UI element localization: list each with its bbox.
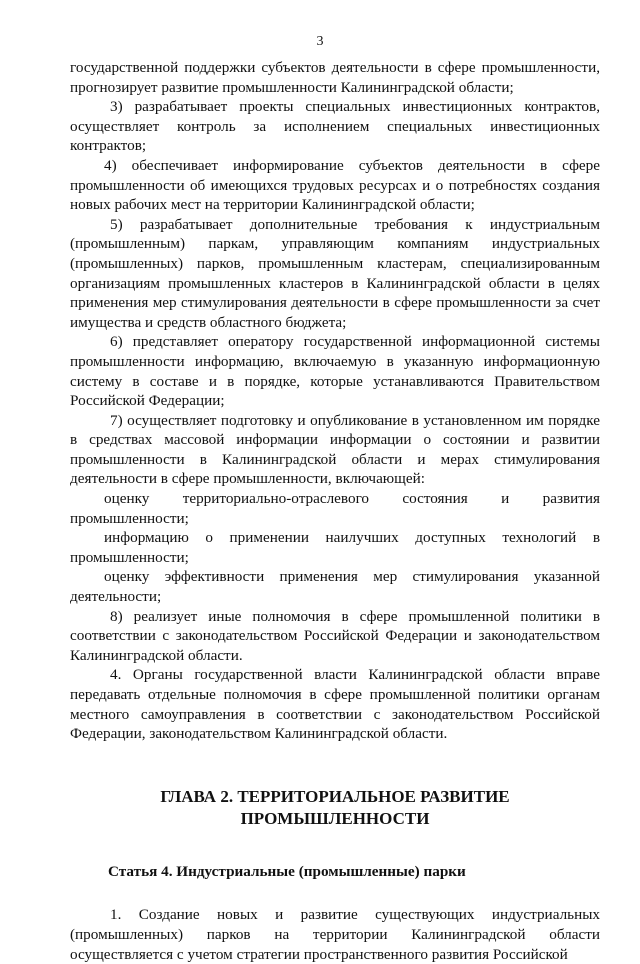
paragraph: 7) осуществляет подготовку и опубликование в установленном им порядке в средствах массовой информации информации о состоянии и развитии промышленности в Калининградской области и мерах стимулирования деятельности в сфере промышленности, включающей: — [70, 411, 600, 488]
chapter-heading-line-2: ПРОМЫШЛЕННОСТИ — [240, 808, 430, 828]
paragraph: государственной поддержки субъектов деятельности в сфере промышленности, прогнозирует развитие промышленности Калининградской области; — [70, 59, 600, 96]
paragraph: 4) обеспечивает информирование субъектов деятельности в сфере промышленности об имеющихся трудовых ресурсах и о потребностях создания новых рабочих мест на территории Калининградской области; — [70, 156, 600, 214]
paragraph: 1. Создание новых и развитие существующих индустриальных (промышленных) парков на территории Калининградской области осуществляется с учетом стратегии пространственного развития Российской — [70, 906, 600, 963]
page-number: 3 — [316, 34, 324, 49]
paragraph: 5) разрабатывает дополнительные требования к индустриальным (промышленным) паркам, управляющим компаниям индустриальных (промышленных) парков, промышленным кластерам, специализированным организациям промышленных кластеров в Калининградской области в целях применения мер стимулирования деятельности в сфере промышленности за счет имущества и средств областного бюджета; — [70, 215, 600, 331]
paragraph: оценку территориально-отраслевого состояния и развития промышленности; — [70, 490, 600, 527]
article-heading: Статья 4. Индустриальные (промышленные) парки — [108, 862, 466, 880]
paragraph: 4. Органы государственной власти Калининградской области вправе передавать отдельные полномочия в сфере промышленной политики органам местного самоуправления в соответствии с законодательством Российской Федерации, законодательством Калининградской области. — [70, 666, 600, 743]
paragraph: 3) разрабатывает проекты специальных инвестиционных контрактов, осуществляет контроль за исполнением специальных инвестиционных контрактов; — [70, 98, 600, 155]
chapter-heading — [70, 786, 600, 830]
paragraph: оценку эффективности применения мер стимулирования указанной деятельности; — [70, 568, 600, 606]
paragraph: 6) представляет оператору государственной информационной системы промышленности информацию, включаемую в указанную информационную систему в составе и в порядке, которые устанавливаются Правительством Российской Федерации; — [70, 333, 600, 410]
document-body — [70, 58, 600, 964]
paragraph: 8) реализует иные полномочия в сфере промышленной политики в соответствии с законодательством Российской Федерации и законодательством Калининградской области. — [70, 607, 600, 664]
chapter-heading-line-1: ГЛАВА 2. ТЕРРИТОРИАЛЬНОЕ РАЗВИТИЕ — [160, 786, 510, 806]
paragraph: информацию о применении наилучших доступных технологий в промышленности; — [70, 529, 600, 566]
